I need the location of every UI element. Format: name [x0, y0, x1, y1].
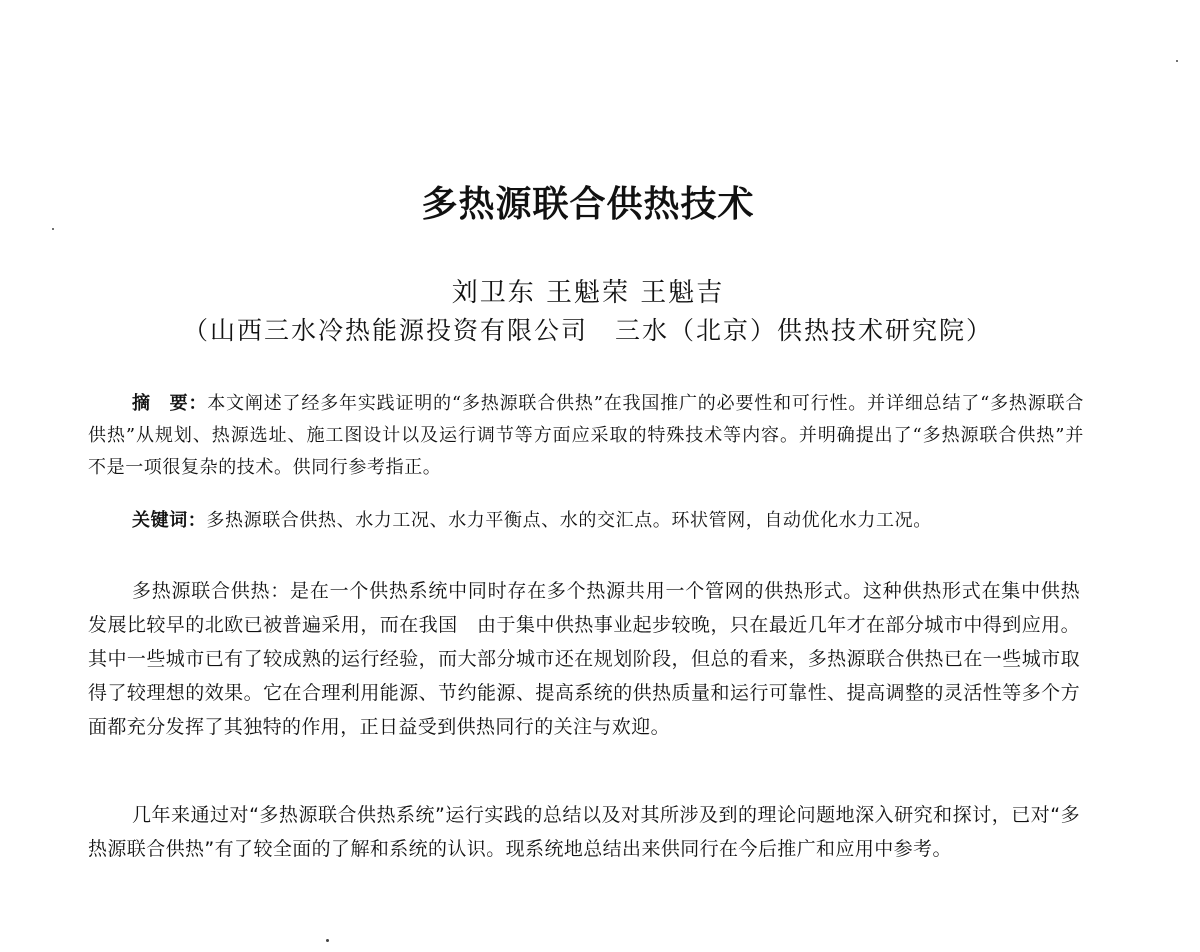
body-paragraph-2: 几年来通过对“多热源联合供热系统”运行实践的总结以及对其所涉及到的理论问题地深入研究和探讨，已对“多热源联合供热”有了较全面的了解和系统的认识。现系统地总结出来供同行在今后推广和应用中参考。 — [88, 804, 1080, 860]
abstract-paragraph — [88, 388, 1084, 484]
keywords-label: 关键词： — [132, 510, 207, 531]
affiliation-line: （山西三水冷热能源投资有限公司 三水（北京）供热技术研究院） — [182, 316, 993, 345]
scan-speck — [1176, 60, 1178, 62]
abstract-text: 本文阐述了经多年实践证明的“多热源联合供热”在我国推广的必要性和可行性。并详细总结了“多热源联合供热”从规划、热源选址、施工图设计以及运行调节等方面应采取的特殊技术等内容。并明确提出了“多热源联合供热”并不是一项很复杂的技术。供同行参考指正。 — [88, 393, 1084, 478]
author-line: 刘卫东 王魁荣 王魁吉 — [451, 278, 725, 308]
keywords-paragraph — [88, 505, 1084, 537]
scan-speck — [326, 939, 329, 942]
scan-speck — [52, 228, 54, 230]
keywords-text: 多热源联合供热、水力工况、水力平衡点、水的交汇点。环状管网，自动优化水力工况。 — [206, 510, 932, 531]
body-paragraph-1: 多热源联合供热：是在一个供热系统中同时存在多个热源共用一个管网的供热形式。这种供热形式在集中供热发展比较早的北欧已被普遍采用，而在我国 由于集中供热事业起步较晚，只在最近几年才在部分城市中得到应用。其中一些城市已有了较成熟的运行经验，而大部分城市还在规划阶段，但总的看来，多热源联合供热已在一些城市取得了较理想的效果。它在合理利用能源、节约能源、提高系统的供热质量和运行可靠性、提高调整的灵活性等多个方面都充分发挥了其独特的作用，正日益受到供热同行的关注与欢迎。 — [88, 580, 1080, 738]
abstract-label: 摘 要： — [132, 393, 208, 414]
paper-title: 多热源联合供热技术 — [421, 183, 755, 225]
